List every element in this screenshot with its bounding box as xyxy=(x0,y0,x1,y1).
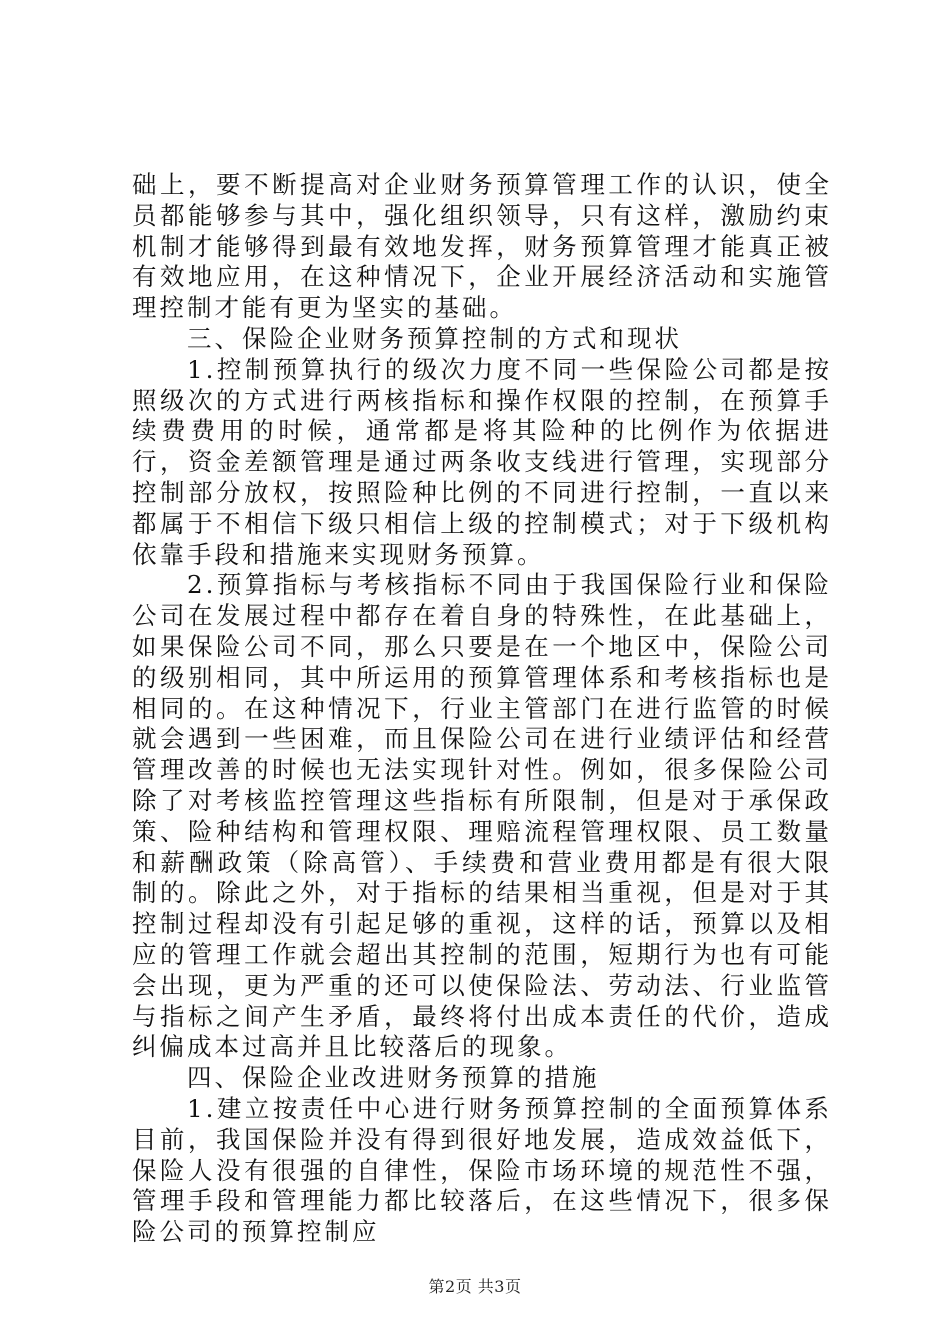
paragraph-3-2: 2.预算指标与考核指标不同由于我国保险行业和保险公司在发展过程中都存在着自身的特殊性，在此基础上，如果保险公司不同，那么只要是在一个地区中，保险公司的级别相同，其中所运用的预算管理体系和考核指标也是相同的。在这种情况下，行业主管部门在进行监管的时候就会遇到一些困难，而且保险公司在进行业绩评估和经营管理改善的时候也无法实现针对性。例如，很多保险公司除了对考核监控管理这些指标有所限制，但是对于承保政策、险种结构和管理权限、理赔流程管理权限、员工数量和薪酬政策（除高管）、手续费和营业费用都是有很大限制的。除此之外，对于指标的结果相当重视，但是对于其控制过程却没有引起足够的重视，这样的话，预算以及相应的管理工作就会超出其控制的范围，短期行为也有可能会出现，更为严重的还可以使保险法、劳动法、行业监管与指标之间产生矛盾，最终将付出成本责任的代价，造成纠偏成本过高并且比较落后的现象。 xyxy=(132,570,832,1062)
section-heading-4: 四、保险企业改进财务预算的措施 xyxy=(187,1063,600,1093)
paragraph-continuation: 础上，要不断提高对企业财务预算管理工作的认识，使全员都能够参与其中，强化组织领导，只有这样，激励约束机制才能够得到最有效地发挥，财务预算管理才能真正被有效地应用，在这种情况下，企业开展经济活动和实施管理控制才能有更为坚实的基础。 xyxy=(132,170,832,323)
document-body xyxy=(132,170,832,1248)
page-number-footer: 第2页 共3页 xyxy=(428,1277,522,1296)
section-heading-3: 三、保险企业财务预算控制的方式和现状 xyxy=(187,323,682,353)
paragraph-4-1: 1.建立按责任中心进行财务预算控制的全面预算体系目前，我国保险并没有得到很好地发展，造成效益低下，保险人没有很强的自律性，保险市场环境的规范性不强，管理手段和管理能力都比较落后，在这些情况下，很多保险公司的预算控制应 xyxy=(132,1093,832,1247)
paragraph-3-1: 1.控制预算执行的级次力度不同一些保险公司都是按照级次的方式进行两核指标和操作权限的控制，在预算手续费费用的时候，通常都是将其险种的比例作为依据进行，资金差额管理是通过两条收支线进行管理，实现部分控制部分放权，按照险种比例的不同进行控制，一直以来都属于不相信下级只相信上级的控制模式；对于下级机构依靠手段和措施来实现财务预算。 xyxy=(132,354,832,569)
